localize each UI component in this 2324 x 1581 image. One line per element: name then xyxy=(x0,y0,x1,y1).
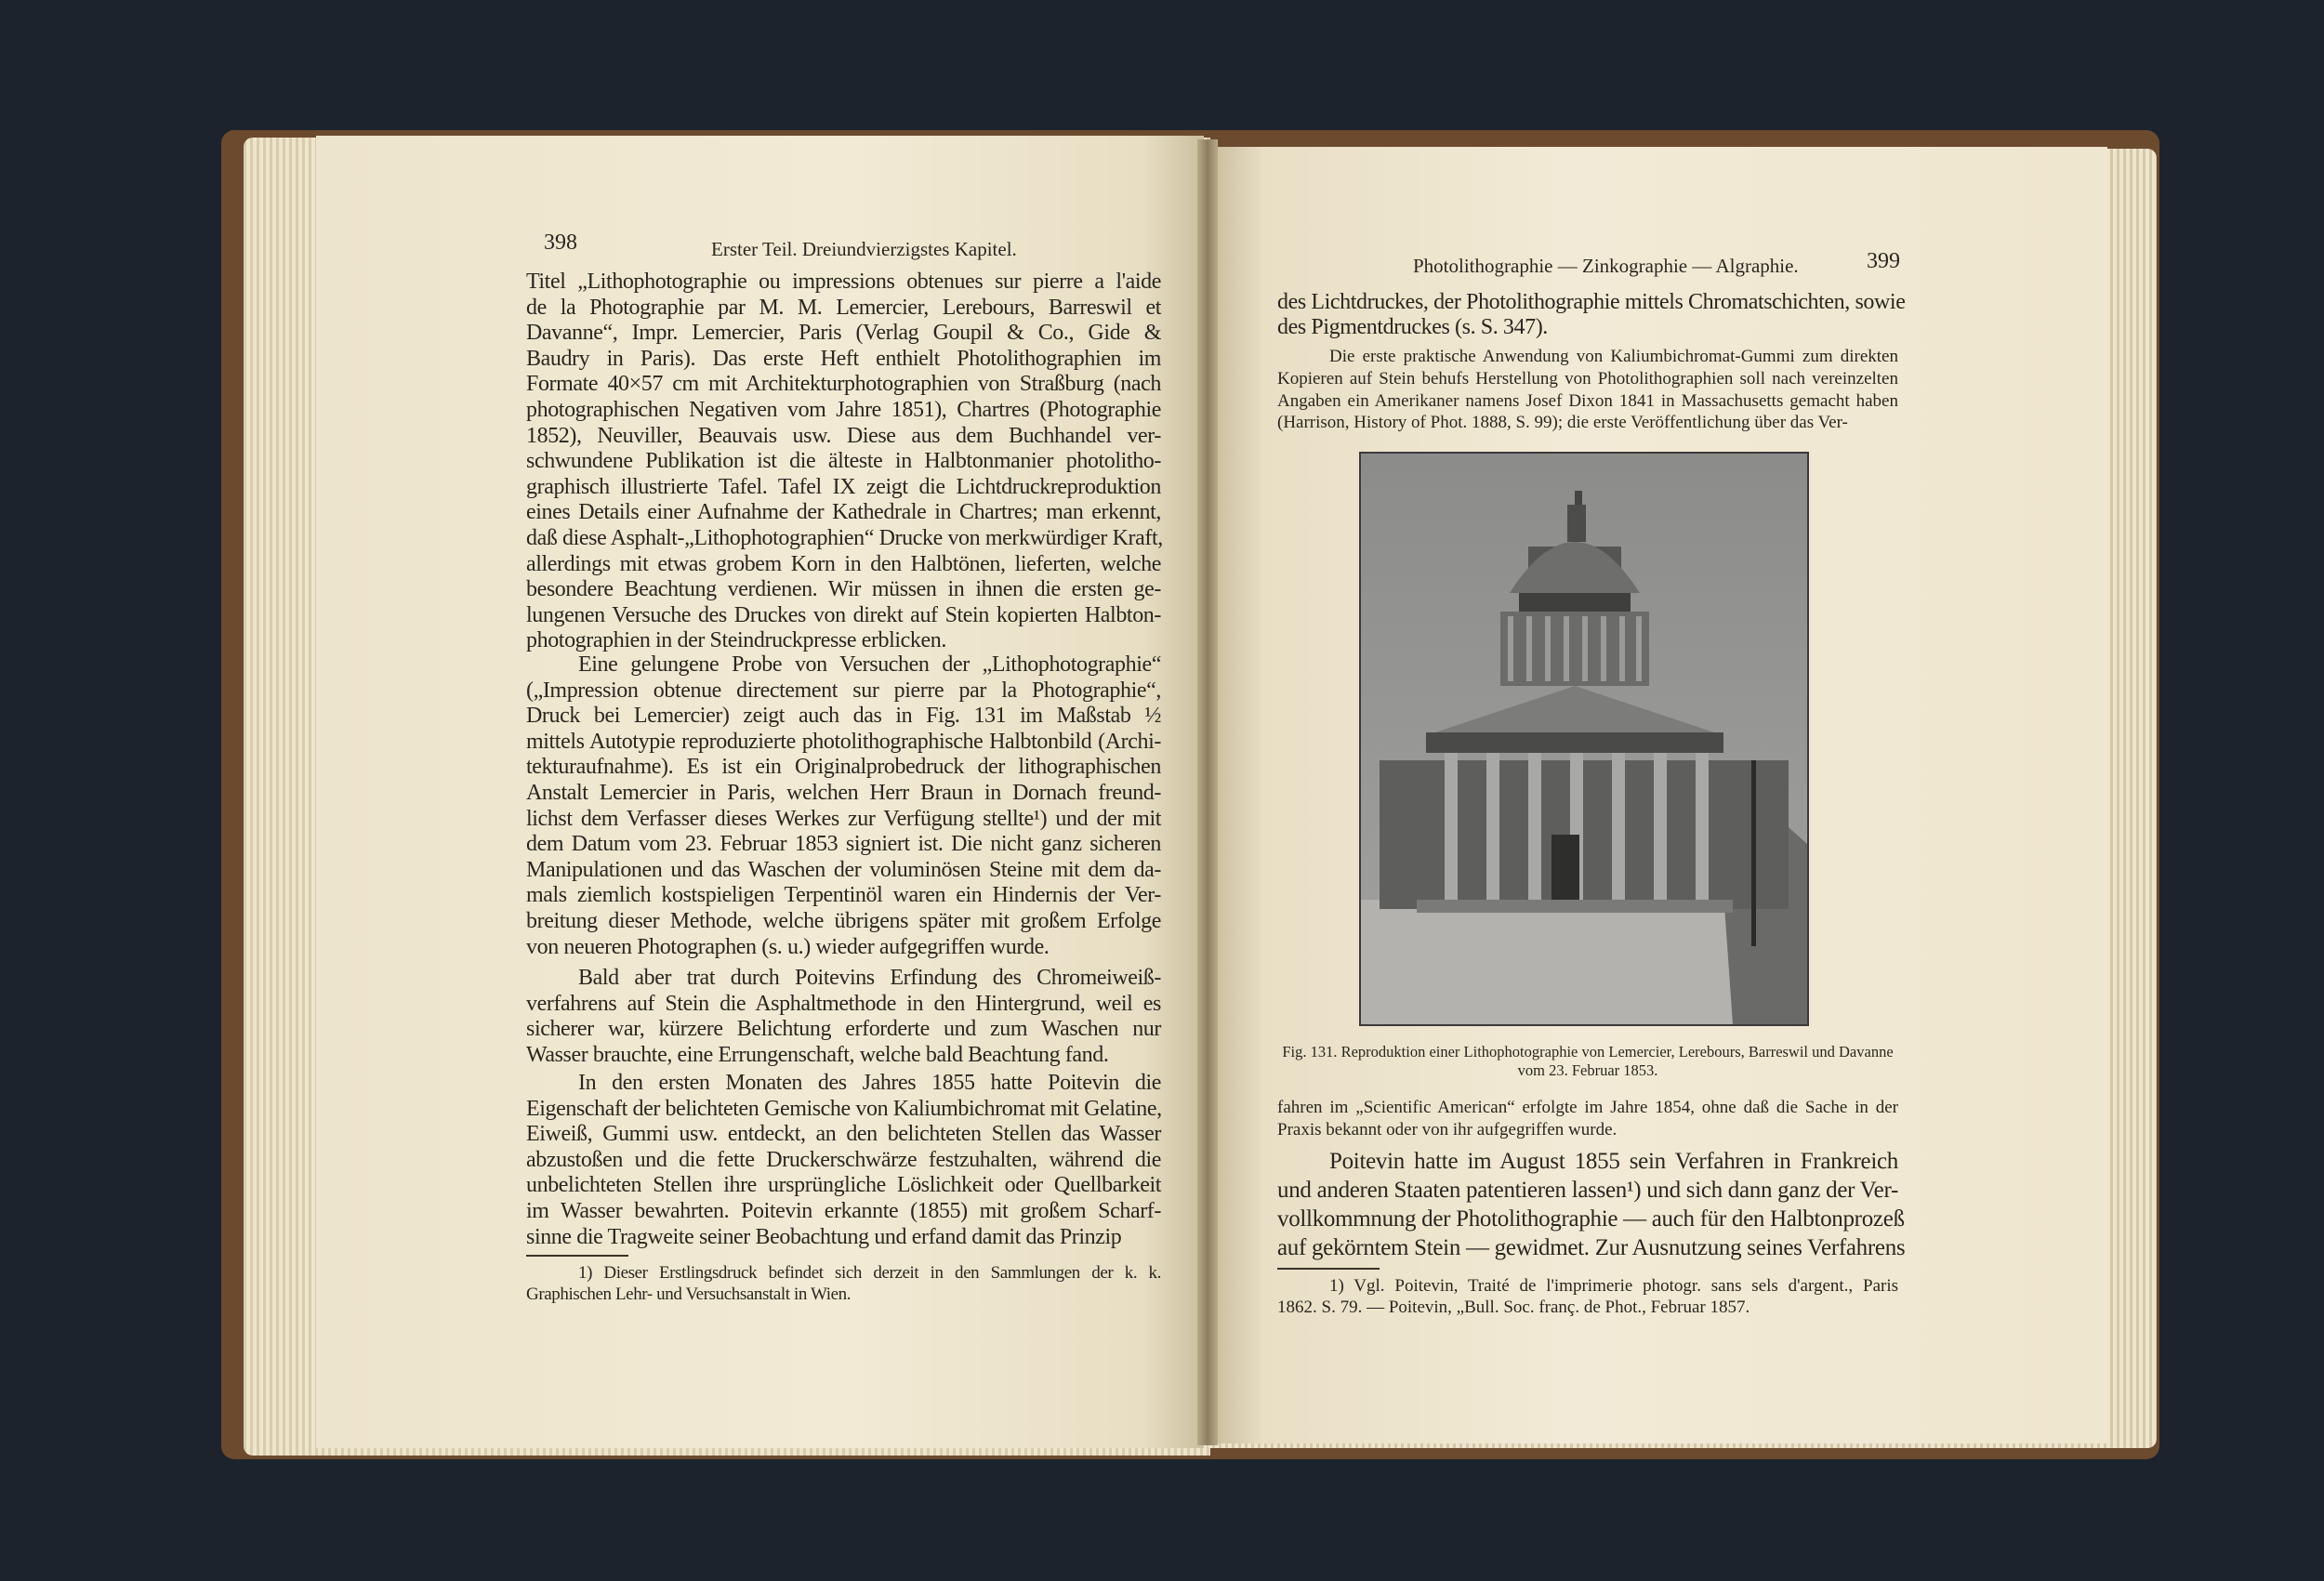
text-line: In den ersten Monaten des Jahres 1855 hatte Poitevin die xyxy=(578,1071,1161,1095)
text-line: Titel „Lithophotographie ou impressions obtenues sur pierre a l'aide xyxy=(526,270,1161,294)
text-line: photographischen Negativen vom Jahre 1851), Chartres (Photographie xyxy=(526,397,1161,422)
paragraph xyxy=(526,1071,1161,1250)
text-line: 1) Dieser Erstlingsdruck befindet sich derzeit in den Sammlungen der k. k. xyxy=(578,1263,1161,1283)
text-line: sinne die Tragweite seiner Beobachtung und erfand damit das Prinzip xyxy=(526,1224,1122,1249)
paragraph-small xyxy=(1277,1097,1898,1141)
pantheon-illustration xyxy=(1361,454,1807,1024)
text-line: mittels Autotypie reproduzierte photolithographische Halbtonbild (Archi- xyxy=(526,729,1161,754)
text-line: verfahrens auf Stein die Asphaltmethode in den Hintergrund, weil es xyxy=(526,991,1161,1016)
footnote-rule xyxy=(526,1255,628,1257)
text-line: Eigenschaft der belichteten Gemische von Kaliumbichromat mit Gelatine, xyxy=(526,1096,1162,1121)
running-head-right: Photolithographie — Zinkographie — Algraphie. xyxy=(1413,255,1799,277)
text-line: im Wasser bewahrten. Poitevin erkannte (1855) mit großem Scharf- xyxy=(526,1198,1161,1223)
text-line: Anstalt Lemercier in Paris, welchen Herr Braun in Dornach freund- xyxy=(526,780,1161,805)
footnote xyxy=(526,1262,1161,1305)
paragraph-small xyxy=(1277,346,1898,434)
paragraph xyxy=(526,966,1161,1068)
text-line: Poitevin hatte im August 1855 sein Verfahren in Frankreich xyxy=(1329,1149,1898,1174)
text-line: Graphischen Lehr- und Versuchsanstalt in Wien. xyxy=(526,1285,852,1304)
text-line: lungenen Versuche des Druckes von direkt auf Stein kopierten Halbton- xyxy=(526,602,1161,627)
text-line: 1862. S. 79. — Poitevin, „Bull. Soc. franç. de Phot., Februar 1857. xyxy=(1277,1298,1750,1317)
figure-131-photo xyxy=(1359,452,1809,1026)
caption-line: vom 23. Februar 1853. xyxy=(1517,1061,1658,1079)
text-line: tekturaufnahme). Es ist ein Originalprobedruck der lithographischen xyxy=(526,755,1161,780)
text-line: daß diese Asphalt-„Lithophotographien“ Drucke von merkwürdiger Kraft, xyxy=(526,525,1163,550)
text-line: Druck bei Lemercier) zeigt auch das in Fig. 131 im Maßstab ½ xyxy=(526,704,1161,729)
text-line: (Harrison, History of Phot. 1888, S. 99); die erste Veröffentlichung über das Ver- xyxy=(1277,413,1848,433)
text-line: allerdings mit etwas grobem Korn in den Halbtönen, lieferten, welche xyxy=(526,551,1161,576)
text-line: Wasser brauchte, eine Errungenschaft, welche bald Beachtung fand. xyxy=(526,1042,1109,1067)
text-line: Angaben ein Amerikaner namens Josef Dixon 1841 in Massachusetts gemacht haben xyxy=(1277,390,1898,411)
text-line: Praxis bekannt oder von ihr aufgegriffen wurde. xyxy=(1277,1119,1618,1140)
text-line: sicherer war, kürzere Belichtung erforderte und zum Waschen nur xyxy=(526,1017,1161,1042)
text-line: Baudry in Paris). Das erste Heft enthielt Photolithographien im xyxy=(526,346,1161,371)
text-line: schwundene Publikation ist die älteste in Halbtonmanier photolitho- xyxy=(526,449,1161,474)
text-line: auf gekörntem Stein — gewidmet. Zur Ausnutzung seines Verfahrens xyxy=(1277,1235,1906,1260)
figure-caption xyxy=(1277,1043,1898,1080)
text-line: fahren im „Scientific American“ erfolgte im Jahre 1854, ohne daß die Sache in der xyxy=(1277,1098,1898,1117)
caption-line: Fig. 131. Reproduktion einer Lithophotographie von Lemercier, Lerebours, Barreswil und Davanne xyxy=(1282,1043,1894,1061)
text-line: Eine gelungene Probe von Versuchen der „Lithophotographie“ xyxy=(578,652,1161,677)
text-line: 1852), Neuviller, Beauvais usw. Diese aus dem Buchhandel ver- xyxy=(526,423,1161,448)
text-line: und anderen Staaten patentieren lassen¹) und sich dann ganz der Ver- xyxy=(1277,1178,1898,1203)
footnote-rule xyxy=(1277,1268,1380,1270)
text-line: Die erste praktische Anwendung von Kaliumbichromat-Gummi zum direkten xyxy=(1329,347,1898,366)
book-gutter xyxy=(1197,139,1218,1445)
text-line: von neueren Photographen (s. u.) wieder aufgegriffen wurde. xyxy=(526,934,1050,959)
text-line: Manipulationen und das Waschen der voluminösen Steine mit dem da- xyxy=(526,857,1161,882)
text-line: vollkommnung der Photolithographie — auch für den Halbtonprozeß xyxy=(1277,1206,1905,1232)
text-line: besondere Beachtung verdienen. Wir müssen in ihnen die ersten ge- xyxy=(526,577,1161,602)
text-line: Davanne“, Impr. Lemercier, Paris (Verlag Goupil & Co., Gide & xyxy=(526,321,1161,346)
text-line: Formate 40×57 cm mit Architekturphotographien von Straßburg (nach xyxy=(526,372,1161,397)
paragraph xyxy=(526,652,1161,960)
page-number-right: 399 xyxy=(1867,249,1900,273)
text-line: photographien in der Steindruckpresse erblicken. xyxy=(526,628,946,653)
paragraph xyxy=(526,270,1161,654)
running-head-left: Erster Teil. Dreiundvierzigstes Kapitel. xyxy=(711,238,1017,260)
text-line: Eiweiß, Gummi usw. entdeckt, an den belichteten Stellen das Wasser xyxy=(526,1122,1161,1147)
text-line: dem Datum vom 23. Februar 1853 signiert ist. Die nicht ganz sicheren xyxy=(526,832,1161,857)
page-number-left: 398 xyxy=(544,231,577,255)
paragraph xyxy=(1277,1147,1906,1262)
text-line: lichst dem Verfasser dieses Werkes zur Verfügung stellte¹) und der mit xyxy=(526,806,1161,831)
text-line: graphisch illustrierte Tafel. Tafel IX zeigt die Lichtdruckreproduktion xyxy=(526,474,1161,499)
text-line: abzustoßen und die fette Druckerschwärze festzuhalten, während die xyxy=(526,1147,1161,1172)
text-line: des Pigmentdruckes (s. S. 347). xyxy=(1277,315,1548,339)
text-line: mals ziemlich kostspieligen Terpentinöl waren ein Hindernis der Ver- xyxy=(526,883,1161,908)
text-line: unbelichteten Stellen ihre ursprüngliche Löslichkeit oder Quellbarkeit xyxy=(526,1173,1161,1198)
text-line: de la Photographie par M. M. Lemercier, Lerebours, Barreswil et xyxy=(526,295,1161,320)
text-line: eines Details einer Aufnahme der Kathedrale in Chartres; man erkennt, xyxy=(526,500,1161,525)
paragraph xyxy=(1277,290,1906,340)
text-line: Bald aber trat durch Poitevins Erfindung des Chromeiweiß- xyxy=(578,966,1161,990)
text-line: 1) Vgl. Poitevin, Traité de l'imprimerie photogr. sans sels d'argent., Paris xyxy=(1329,1276,1898,1296)
footnote xyxy=(1277,1275,1898,1318)
text-line: breitung dieser Methode, welche übrigens später mit großem Erfolge xyxy=(526,908,1161,933)
text-line: („Impression obtenue directement sur pierre par la Photographie“, xyxy=(526,678,1161,703)
text-line: Kopieren auf Stein behufs Herstellung von Photolithographien soll nach vereinzelten xyxy=(1277,368,1898,389)
text-line: des Lichtdruckes, der Photolithographie mittels Chromatschichten, sowie xyxy=(1277,290,1906,314)
